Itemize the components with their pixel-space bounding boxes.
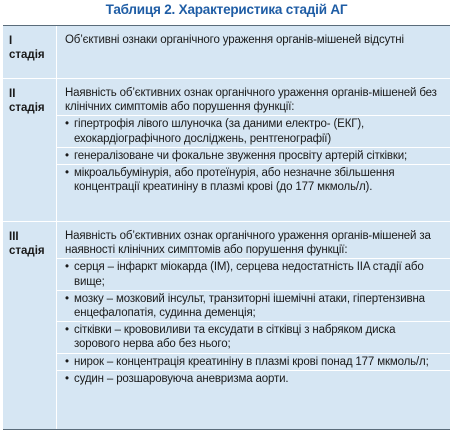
list-item: • серця – інфаркт міокарда (ІМ), серцева недостатність IIA стадії або вище;: [57, 258, 450, 289]
list-item: • судин – розшаровуюча аневризма аорти.: [57, 370, 450, 387]
stage-word: стадія: [9, 245, 45, 257]
stages-table: [3, 25, 450, 430]
stage-label-cell: [3, 222, 57, 429]
table-row-stage-3: [3, 222, 450, 429]
stage-label-cell: [3, 79, 57, 221]
criteria-list: [65, 115, 440, 195]
stage-description-text: Об’єктивні ознаки органічного ураження органів-мішеней відсутні: [65, 34, 404, 46]
stage-number: II: [9, 88, 16, 100]
stage-description-cell: [57, 26, 450, 78]
stage-number: III: [9, 231, 19, 243]
stage-word: стадія: [9, 102, 45, 114]
stage-label-cell: [3, 26, 57, 78]
stage-word: стадія: [9, 49, 45, 61]
list-item: • гіпертрофія лівого шлуночка (за даними електро- (ЕКГ), ехокардіографічного досліджень, рентгенографії): [57, 115, 450, 146]
stage-description-text: Наявність об’єктивних ознак органічного ураження органів-мішеней за наявності клінічних симптомів або порушення функції:: [65, 230, 431, 257]
stage-description-text: Наявність об’єктивних ознак органічного ураження органів-мішеней без клінічних симптомів або порушення функції:: [65, 87, 437, 114]
list-item: • мозку – мозковий інсульт, транзиторні ішемічні атаки, гіпертензивна енцефалопатія, судинна деменція;: [57, 290, 450, 321]
stage-number: I: [9, 35, 13, 47]
list-item: • генералізоване чи фокальне звуження просвіту артерій сітківки;: [57, 147, 450, 164]
criteria-list: [65, 258, 440, 387]
table-row-stage-1: [3, 26, 450, 79]
table-title: Таблиця 2. Характеристика стадій АГ: [105, 2, 348, 17]
stage-description-cell: [57, 222, 450, 429]
table-row-stage-2: [3, 79, 450, 222]
list-item: • сітківки – крововиливи та ексудати в сітківці з набряком диска зорового нерва або без нього;: [57, 321, 450, 352]
stage-description-cell: [57, 79, 450, 221]
list-item: • мікроальбумінурія, або протеїнурія, або незначне збільшення концентрації креатиніну в плазмі крові (до 177 мкмоль/л).: [57, 164, 450, 195]
list-item: • нирок – концентрація креатиніну в плазмі крові понад 177 мкмоль/л;: [57, 353, 450, 370]
